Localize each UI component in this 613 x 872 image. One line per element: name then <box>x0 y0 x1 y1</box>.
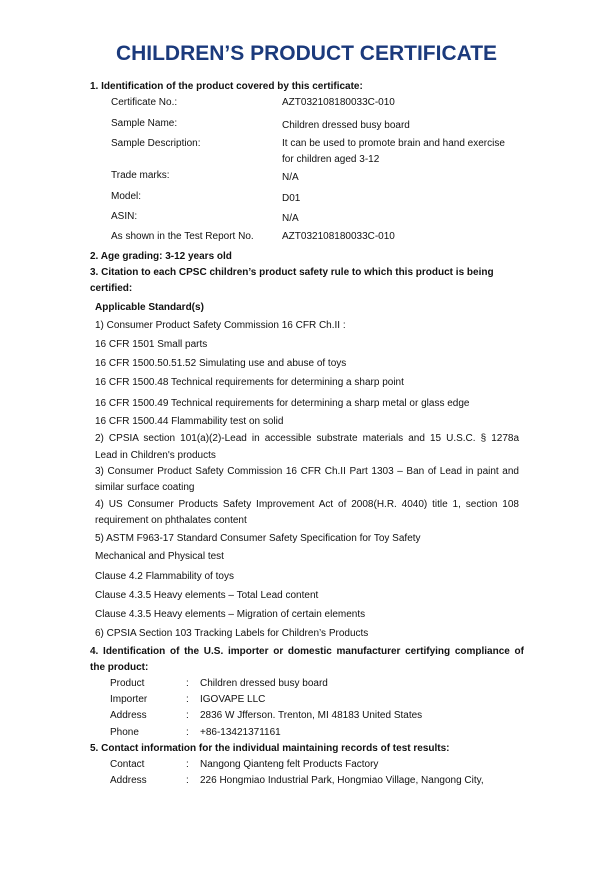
standard-line: 16 CFR 1500.50.51.52 Simulating use and abuse of toys <box>95 358 347 369</box>
section-3-heading: 3. Citation to each CPSC children’s product safety rule to which this product is being <box>90 267 494 278</box>
colon: : <box>186 775 189 786</box>
field-label: Trade marks: <box>111 170 170 181</box>
asin: N/A <box>282 213 299 224</box>
colon: : <box>186 759 189 770</box>
page-title: CHILDREN’S PRODUCT CERTIFICATE <box>115 42 498 65</box>
field-label: Sample Name: <box>111 118 178 129</box>
sample-description-cont: for children aged 3-12 <box>282 154 380 165</box>
colon: : <box>186 694 189 705</box>
section-4-heading-cont: the product: <box>90 662 149 673</box>
standard-line: Lead in Children's products <box>95 450 216 461</box>
standard-line: Clause 4.2 Flammability of toys <box>95 571 234 582</box>
section-3-heading-cont: certified: <box>90 283 133 294</box>
importer: IGOVAPE LLC <box>200 694 266 705</box>
standard-line: requirement on phthalates content <box>95 515 247 526</box>
contact-address: 226 Hongmiao Industrial Park, Hongmiao Village, Nangong City, <box>200 775 484 786</box>
field-label: Product <box>110 678 145 689</box>
trade-marks: N/A <box>282 172 299 183</box>
standard-line: 3) Consumer Product Safety Commission 16 CFR Ch.II Part 1303 – Ban of Lead in paint and <box>95 466 519 477</box>
field-label: Address <box>110 775 147 786</box>
phone: +86-13421371161 <box>200 727 281 738</box>
standard-line: 6) CPSIA Section 103 Tracking Labels for Children’s Products <box>95 628 369 639</box>
contact: Nangong Qianteng felt Products Factory <box>200 759 379 770</box>
field-label: As shown in the Test Report No. <box>111 231 254 242</box>
standard-line: 16 CFR 1500.48 Technical requirements for determining a sharp point <box>95 377 404 388</box>
field-label: Contact <box>110 759 145 770</box>
section-2 <box>90 251 232 263</box>
importer-address: 2836 W Jfferson. Trenton, MI 48183 United States <box>200 710 423 721</box>
colon: : <box>186 678 189 689</box>
field-label: Address <box>110 710 147 721</box>
standard-line: 4) US Consumer Products Safety Improvement Act of 2008(H.R. 4040) title 1, section 108 <box>95 499 519 510</box>
field-label: Phone <box>110 727 139 738</box>
standard-line: Clause 4.3.5 Heavy elements – Migration of certain elements <box>95 609 366 620</box>
standard-line: 16 CFR 1501 Small parts <box>95 339 208 350</box>
section-5-heading: 5. Contact information for the individual maintaining records of test results: <box>90 743 450 754</box>
standard-line: similar surface coating <box>95 482 195 493</box>
colon: : <box>186 727 189 738</box>
section-1-heading: 1. Identification of the product covered by this certificate: <box>90 81 363 92</box>
standard-line: 2) CPSIA section 101(a)(2)-Lead in accessible substrate materials and 15 U.S.C. § 1278a <box>95 433 519 444</box>
applicable-standards-heading: Applicable Standard(s) <box>95 302 204 313</box>
age-grading: 3-12 years old <box>162 251 232 262</box>
field-label: ASIN: <box>111 211 138 222</box>
model: D01 <box>282 193 301 204</box>
section-4-heading: 4. Identification of the U.S. importer or domestic manufacturer certifying compliance of <box>90 646 524 657</box>
standard-line: 1) Consumer Product Safety Commission 16 CFR Ch.II : <box>95 320 346 331</box>
sample-name: Children dressed busy board <box>282 120 410 131</box>
certificate-number: AZT032108180033C-010 <box>282 97 395 108</box>
standard-line: 5) ASTM F963-17 Standard Consumer Safety Specification for Toy Safety <box>95 533 421 544</box>
product-name: Children dressed busy board <box>200 678 328 689</box>
standard-line: 16 CFR 1500.49 Technical requirements for determining a sharp metal or glass edge <box>95 398 470 409</box>
field-label: Sample Description: <box>111 138 201 149</box>
sample-description: It can be used to promote brain and hand exercise <box>282 138 505 149</box>
colon: : <box>186 710 189 721</box>
field-label: Importer <box>110 694 148 705</box>
field-label: Model: <box>111 191 142 202</box>
standard-line: Clause 4.3.5 Heavy elements – Total Lead content <box>95 590 319 601</box>
standard-line: 16 CFR 1500.44 Flammability test on solid <box>95 416 284 427</box>
standard-line: Mechanical and Physical test <box>95 551 224 562</box>
test-report-number: AZT032108180033C-010 <box>282 231 395 242</box>
section-2-heading: 2. Age grading: <box>90 251 163 262</box>
field-label: Certificate No.: <box>111 97 178 108</box>
